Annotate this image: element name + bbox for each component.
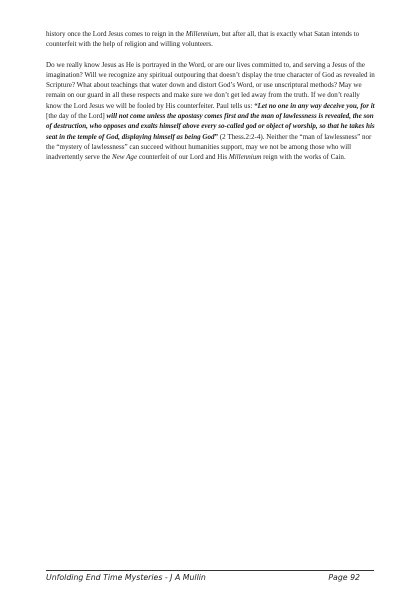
emphasis-new-age: New Age	[111, 153, 138, 162]
scripture-quote: “Let no one in any way deceive you, for it	[254, 101, 375, 110]
paragraph-1: history once the Lord Jesus comes to reign in the Millennium, but after all, that is exactly what Satan intends to counterfeit with the help of religion and willing volunteers.	[46, 30, 360, 49]
scripture-quote: will not come unless the apostasy comes first and the man of lawlessness is revealed, the son of destruction, who opposes and exalts himself above every so-called god or object of worship, so that he takes his seat in the temple of God, displaying himself as being God	[46, 112, 375, 141]
emphasis-millennium: Millennium	[228, 153, 262, 162]
body-text	[46, 29, 376, 173]
footer-divider	[46, 570, 374, 571]
paragraph-2: Do we really know Jesus as He is portrayed in the Word, or are our lives committed to, and serving a Jesus of the imagination? Will we recognize any spiritual outpouring that doesn’t display the true character of God as revealed in Scripture? What about teachings that water down and distort God’s Word, or use unscriptural methods? May we remain on our guard in all these respects and make sure we don’t get led away from the truth. If we don’t really know the Lord Jesus we will be fooled by His counterfeiter. Paul tells us: “Let no one in any way deceive you, for it [the day of the Lord] will not come unless the apostasy comes first and the man of lawlessness is revealed, the son of destruction, who opposes and exalts himself above every so-called god or object of worship, so that he takes his seat in the temple of God, displaying himself as being God” (2 Thess.2:2-4). Neither the “man of lawlessness” nor the “mystery of lawlessness” can succeed without humanities support, may we not be among those who will inadvertently serve the New Age counterfeit of our Lord and His Millennium reign with the works of Cain.	[46, 60, 375, 162]
footer-page-number: Page 92	[328, 573, 360, 582]
footer-book-title: Unfolding End Time Mysteries - J A Mullin	[46, 573, 206, 582]
emphasis-millennium: Millennium	[185, 30, 219, 38]
